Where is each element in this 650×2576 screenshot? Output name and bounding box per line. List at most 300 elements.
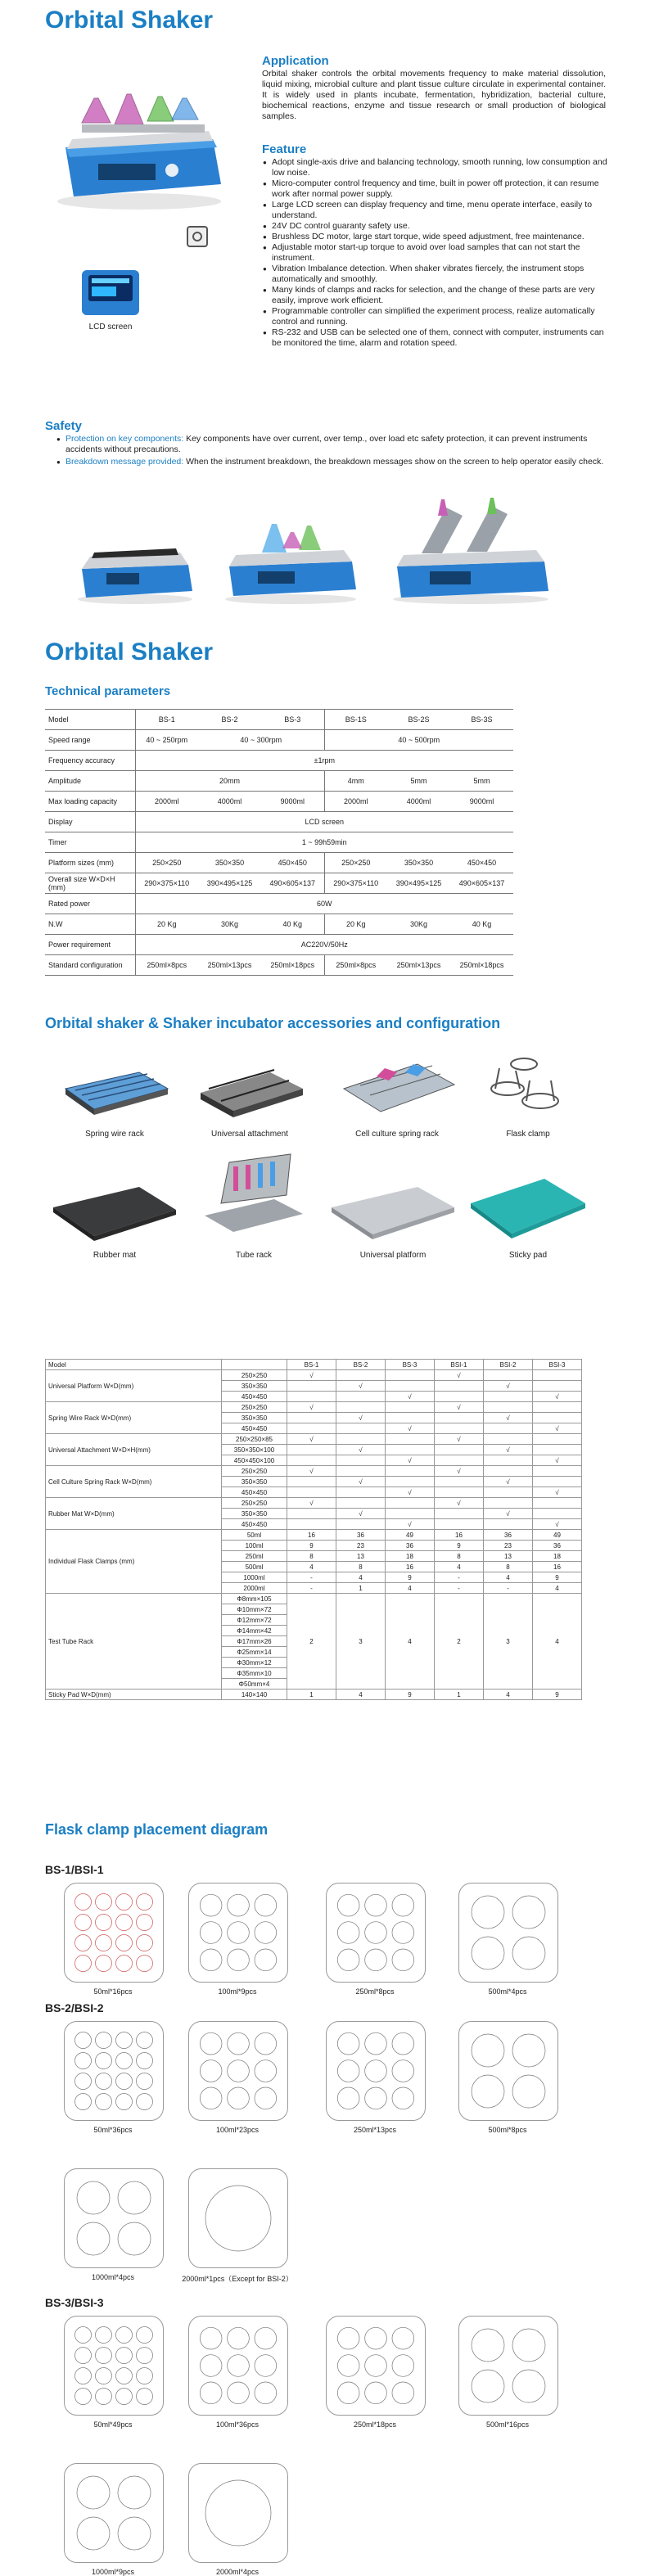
acc-cell [386,1413,435,1423]
rubber-mat-image [49,1171,180,1244]
acc-size: Φ14mm×42 [222,1626,287,1636]
acc-cell [287,1509,336,1519]
placement-card-label: 500ml*8pcs [488,2126,527,2134]
acc-size: 350×350 [222,1381,287,1392]
acc-cell [533,1413,582,1423]
placement-card-label: 100ml*23pcs [215,2126,260,2134]
acc-cell: 23 [336,1541,386,1551]
lcd-caption: LCD screen [88,323,133,332]
acc-cell: - [484,1583,533,1594]
acc-cell [484,1370,533,1381]
cell-culture-spring-rack-image [336,1048,458,1126]
acc-cell [533,1509,582,1519]
acc-cell [484,1423,533,1434]
acc-row [46,1498,582,1509]
acc-cell: √ [336,1477,386,1487]
acc-cell: 1 [287,1690,336,1700]
accessory-table [45,1359,582,1700]
acc-cell: √ [484,1381,533,1392]
flask-layout-diagram [459,2317,557,2415]
placement-card-label: 250ml*8pcs [355,1987,395,1996]
acc-cell [386,1477,435,1487]
accessory-caption: Rubber mat [93,1251,137,1260]
acc-cell: - [287,1583,336,1594]
universal-attachment-image [192,1052,307,1126]
spec-row: Amplitude 20mm 4mm 5mm 5mm [45,771,513,792]
placement-card-label: 500ml*16pcs [485,2420,530,2429]
acc-cell [435,1519,484,1530]
acc-row [46,1594,582,1604]
acc-cell [435,1392,484,1402]
acc-cell [386,1445,435,1455]
acc-cell: √ [435,1434,484,1445]
acc-cell: 4 [287,1562,336,1572]
acc-cell: √ [287,1498,336,1509]
placement-card [188,1883,288,1983]
acc-cell: 36 [484,1530,533,1541]
spec-row: Frequency accuracy ±1rpm [45,751,513,771]
acc-cell [533,1402,582,1413]
power-switch-icon [187,226,208,247]
acc-cell [287,1487,336,1498]
flask-layout-diagram [459,2022,557,2120]
placement-card [458,2316,558,2416]
acc-cell [533,1498,582,1509]
acc-cell: 4 [533,1583,582,1594]
acc-size: 350×350 [222,1413,287,1423]
accessory-caption: Cell culture spring rack [355,1130,439,1139]
placement-card [64,2316,164,2416]
acc-cell: 23 [484,1541,533,1551]
placement-card [458,2021,558,2121]
acc-cell [336,1498,386,1509]
accessory-caption: Sticky pad [508,1251,548,1260]
acc-size: 350×350×100 [222,1445,287,1455]
feature-item: ● Many kinds of clamps and racks for selection, and the change of these parts are very easily, improve work efficient. [272,285,616,306]
acc-row [46,1690,582,1700]
acc-cell [484,1498,533,1509]
feature-item: ● Adopt single-axis drive and balancing technology, smooth running, low consumption and low noise. [272,157,616,178]
safety-item: ● Breakdown message provided: When the instrument breakdown, the breakdown messages show on the screen to help operator easily check. [65,457,622,467]
flask-layout-diagram [459,1884,557,1982]
acc-cell [386,1466,435,1477]
acc-size: 500ml [222,1562,287,1572]
acc-size: Φ25mm×14 [222,1647,287,1658]
shaker-small-image [74,524,196,606]
spec-row: Standard configuration 250ml×8pcs 250ml×13pcs 250ml×18pcs 250ml×8pcs 250ml×13pcs 250ml×18pcs [45,955,513,976]
feature-item: ● Programmable controller can simplified the experiment process, realize automatically control and running. [272,306,616,327]
placement-card-label: 100ml*9pcs [218,1987,257,1996]
placement-card [188,2463,288,2563]
acc-cell: 4 [484,1690,533,1700]
safety-heading: Safety [45,419,83,433]
acc-cell [435,1455,484,1466]
acc-cell: √ [435,1498,484,1509]
flask-clamp-image [479,1040,569,1121]
acc-cell [336,1466,386,1477]
acc-cell [484,1392,533,1402]
feature-item: ● Micro-computer control frequency and time, built in power off protection, it can resume work after normal power supply. [272,178,616,200]
tube-rack-image [196,1150,311,1244]
acc-cell: √ [435,1466,484,1477]
acc-cell: √ [533,1519,582,1530]
placement-group-title: BS-2/BSI-2 [45,2001,104,2014]
acc-cell: 2 [435,1594,484,1690]
acc-size: 2000ml [222,1583,287,1594]
safety-item-label: Protection on key components: [65,434,184,444]
acc-cell: 9 [386,1690,435,1700]
acc-cell [386,1434,435,1445]
acc-cell: 9 [386,1572,435,1583]
acc-cell: 16 [386,1562,435,1572]
acc-size: 250ml [222,1551,287,1562]
acc-cell: 4 [435,1562,484,1572]
spec-row: Max loading capacity 2000ml 4000ml 9000ml 2000ml 4000ml 9000ml [45,792,513,812]
acc-size: 250×250 [222,1370,287,1381]
flask-layout-diagram [327,2022,425,2120]
placement-card [188,2021,288,2121]
safety-list [56,434,622,467]
spec-row: Overall size W×D×H (mm) 290×375×110 390×495×125 490×605×137 290×375×110 390×495×125 490×605×137 [45,873,513,894]
acc-cell: 2 [287,1594,336,1690]
acc-size: 140×140 [222,1690,287,1700]
flask-layout-diagram [189,2464,287,2562]
placement-card-label: 250ml*18pcs [353,2420,397,2429]
acc-cell [336,1392,386,1402]
placement-group-title: BS-1/BSI-1 [45,1863,104,1876]
acc-cell: 4 [336,1690,386,1700]
acc-row [46,1530,582,1541]
acc-cell: √ [287,1370,336,1381]
acc-row [46,1466,582,1477]
acc-size: 350×350 [222,1477,287,1487]
acc-cell: √ [336,1509,386,1519]
acc-cell: 8 [435,1551,484,1562]
accessory-caption: Universal attachment [211,1130,288,1139]
acc-size: 450×450 [222,1423,287,1434]
acc-group-name: Cell Culture Spring Rack W×D(mm) [46,1466,222,1498]
acc-cell: √ [336,1445,386,1455]
acc-cell [287,1455,336,1466]
acc-cell: 1 [336,1583,386,1594]
acc-cell [533,1466,582,1477]
acc-cell: √ [336,1381,386,1392]
acc-size: Φ12mm×72 [222,1615,287,1626]
acc-size: 250×250×85 [222,1434,287,1445]
acc-size: Φ17mm×26 [222,1636,287,1647]
acc-group-name: Test Tube Rack [46,1594,222,1690]
placement-card [326,1883,426,1983]
placement-card [64,2463,164,2563]
acc-group-name: Universal Platform W×D(mm) [46,1370,222,1402]
flask-layout-diagram [189,1884,287,1982]
spec-row: Model BS-1 BS-2 BS-3 BS-1S BS-2S BS-3S [45,710,513,730]
section-title: Orbital Shaker [45,638,214,665]
placement-group-title: BS-3/BSI-3 [45,2296,104,2309]
acc-cell [533,1445,582,1455]
spec-row: Display LCD screen [45,812,513,832]
acc-size: 450×450×100 [222,1455,287,1466]
safety-item-label: Breakdown message provided: [65,457,184,467]
feature-item: ● 24V DC control guaranty safety use. [272,221,616,232]
spec-row: Speed range 40 ~ 250rpm 40 ~ 300rpm 40 ~ 500rpm [45,730,513,751]
orbital-shaker-image [49,49,229,217]
feature-item: ● Vibration Imbalance detection. When shaker vibrates fiercely, the instrument stops automatically and smoothly. [272,264,616,285]
acc-cell [287,1477,336,1487]
acc-size: 450×450 [222,1487,287,1498]
application-heading: Application [262,54,329,68]
acc-cell: 4 [386,1583,435,1594]
acc-cell [336,1519,386,1530]
placement-card-label: 50ml*36pcs [93,2126,133,2134]
acc-cell: 3 [484,1594,533,1690]
acc-size: 450×450 [222,1392,287,1402]
accessory-caption: Tube rack [235,1251,273,1260]
placement-card [64,1883,164,1983]
acc-group-name: Rubber Mat W×D(mm) [46,1498,222,1530]
accessory-caption: Flask clamp [506,1130,550,1139]
acc-cell: 13 [484,1551,533,1562]
acc-cell: √ [287,1466,336,1477]
flask-layout-diagram [65,1884,163,1982]
spec-row: Platform sizes (mm) 250×250 350×350 450×450 250×250 350×350 450×450 [45,853,513,873]
acc-cell [484,1519,533,1530]
placement-card [64,2168,164,2268]
page-title: Orbital Shaker [45,7,214,34]
acc-size: Φ30mm×12 [222,1658,287,1668]
safety-item: ● Protection on key components: Key components have over current, over temp., over load etc safety protection, it can prevent instruments accidents without precautions. [65,434,622,455]
placement-card-label: 50ml*49pcs [93,2420,133,2429]
acc-size: Φ8mm×105 [222,1594,287,1604]
acc-cell [435,1413,484,1423]
acc-cell: 4 [484,1572,533,1583]
acc-cell: 4 [336,1572,386,1583]
acc-cell: 13 [336,1551,386,1562]
acc-cell: - [435,1572,484,1583]
acc-cell [336,1434,386,1445]
acc-size: 50ml [222,1530,287,1541]
acc-cell [287,1381,336,1392]
acc-cell: √ [484,1413,533,1423]
spec-row: N.W 20 Kg 30Kg 40 Kg 20 Kg 30Kg 40 Kg [45,914,513,935]
acc-cell: √ [435,1370,484,1381]
acc-cell: 4 [386,1594,435,1690]
acc-cell: √ [287,1434,336,1445]
acc-cell [336,1423,386,1434]
acc-cell: √ [435,1402,484,1413]
accessory-caption: Universal platform [359,1251,427,1260]
acc-group-name: Universal Attachment W×D×H(mm) [46,1434,222,1466]
acc-cell [386,1370,435,1381]
acc-cell [386,1381,435,1392]
acc-size: 250×250 [222,1498,287,1509]
acc-cell: 1 [435,1690,484,1700]
placement-card-label: 100ml*36pcs [215,2420,260,2429]
shaker-medium-image [221,508,360,606]
acc-cell [533,1434,582,1445]
acc-cell [287,1423,336,1434]
acc-cell [435,1445,484,1455]
feature-list [262,157,616,349]
acc-cell [484,1487,533,1498]
acc-cell: - [435,1583,484,1594]
acc-cell [386,1498,435,1509]
acc-cell [287,1445,336,1455]
acc-cell [386,1509,435,1519]
acc-cell [533,1370,582,1381]
acc-cell: √ [287,1402,336,1413]
acc-group-name: Spring Wire Rack W×D(mm) [46,1402,222,1434]
accessories-heading: Orbital shaker & Shaker incubator accessories and configuration [45,1015,501,1031]
acc-cell: 36 [533,1541,582,1551]
acc-cell: 16 [287,1530,336,1541]
placement-card-label: 2000ml*4pcs [215,2568,260,2576]
acc-cell: 49 [533,1530,582,1541]
acc-cell [533,1381,582,1392]
acc-cell [336,1487,386,1498]
acc-cell [336,1370,386,1381]
acc-cell: √ [484,1477,533,1487]
acc-size: 250×250 [222,1402,287,1413]
accessory-caption: Spring wire rack [85,1130,144,1139]
acc-size: 1000ml [222,1572,287,1583]
acc-cell: √ [533,1487,582,1498]
acc-cell [484,1455,533,1466]
flask-layout-diagram [189,2022,287,2120]
acc-cell [435,1509,484,1519]
placement-card-label: 2000ml*1pcs（Except for BSI-2） [182,2275,293,2283]
acc-cell: 8 [336,1562,386,1572]
flask-layout-diagram [65,2022,163,2120]
acc-cell: √ [386,1455,435,1466]
flask-layout-diagram [65,2464,163,2562]
acc-cell [386,1402,435,1413]
acc-cell: 36 [386,1541,435,1551]
spec-row: Timer 1 ~ 99h59min [45,832,513,853]
acc-cell: √ [484,1445,533,1455]
acc-cell: √ [336,1413,386,1423]
feature-item: ● Brushless DC motor, large start torque, wide speed adjustment, free maintenance. [272,232,616,242]
acc-size: 100ml [222,1541,287,1551]
placement-card [188,2168,288,2268]
acc-cell [287,1413,336,1423]
spec-row: Power requirement AC220V/50Hz [45,935,513,955]
flask-layout-diagram [327,2317,425,2415]
acc-cell: √ [533,1423,582,1434]
acc-cell: 18 [533,1551,582,1562]
spring-wire-rack-image [57,1056,172,1121]
spec-table [45,709,513,976]
placement-card-label: 1000ml*9pcs [91,2568,135,2576]
placement-card-label: 50ml*16pcs [93,1987,133,1996]
spec-row: Rated power 60W [45,894,513,914]
acc-cell: 36 [336,1530,386,1541]
acc-cell [484,1466,533,1477]
acc-group-name: Sticky Pad W×D(mm) [46,1690,222,1700]
acc-cell: 16 [533,1562,582,1572]
flask-layout-diagram [189,2169,287,2267]
acc-cell [435,1487,484,1498]
acc-cell [435,1423,484,1434]
acc-cell [336,1455,386,1466]
feature-heading: Feature [262,142,307,156]
placement-card-label: 1000ml*4pcs [91,2273,135,2281]
acc-cell [287,1392,336,1402]
acc-cell [435,1477,484,1487]
acc-cell: 4 [533,1594,582,1690]
acc-cell: 9 [435,1541,484,1551]
feature-item: ● Adjustable motor start-up torque to avoid over load samples that can not start the instrument. [272,242,616,264]
acc-size: Φ10mm×72 [222,1604,287,1615]
placement-card [326,2316,426,2416]
feature-item: ● Large LCD screen can display frequency and time, menu operate interface, easily to understand. [272,200,616,221]
universal-platform-image [327,1171,458,1244]
acc-cell: 16 [435,1530,484,1541]
feature-item: ● RS-232 and USB can be selected one of them, connect with computer, instruments can be monitored the time, alarm and rotation speed. [272,327,616,349]
acc-group-name: Individual Flask Clamps (mm) [46,1530,222,1594]
acc-cell [484,1434,533,1445]
acc-cell [484,1402,533,1413]
acc-cell: 3 [336,1594,386,1690]
lcd-screen-image [82,270,139,315]
tech-params-heading: Technical parameters [45,684,171,698]
placement-card [458,1883,558,1983]
acc-cell [435,1381,484,1392]
acc-header-row: Model BS-1 BS-2 BS-3 BSI-1 BSI-2 BSI-3 [46,1360,582,1370]
acc-cell [533,1477,582,1487]
acc-cell: 8 [287,1551,336,1562]
acc-row [46,1434,582,1445]
acc-row [46,1370,582,1381]
flask-layout-diagram [65,2317,163,2415]
acc-size: 450×450 [222,1519,287,1530]
application-text: Orbital shaker controls the orbital movements frequency to make material dissolution, liquid mixing, microbial culture and plant tissue culture circulate in experimental container. It is widely used in plants incubate, fermentation, hybridization, bacterial culture, biochemical reactions, enzyme and tissue research or small production of biological samples. [262,69,606,121]
acc-cell: 49 [386,1530,435,1541]
acc-cell: √ [386,1519,435,1530]
acc-size: 350×350 [222,1509,287,1519]
placement-card [326,2021,426,2121]
flask-layout-diagram [65,2169,163,2267]
acc-cell: √ [533,1392,582,1402]
acc-size: 250×250 [222,1466,287,1477]
acc-cell: 8 [484,1562,533,1572]
placement-card [64,2021,164,2121]
acc-cell: √ [386,1423,435,1434]
acc-size: Φ50mm×4 [222,1679,287,1690]
acc-size: Φ35mm×10 [222,1668,287,1679]
placement-heading: Flask clamp placement diagram [45,1821,269,1838]
acc-cell: √ [484,1509,533,1519]
acc-cell: √ [386,1487,435,1498]
acc-cell: 9 [533,1690,582,1700]
shaker-large-image [389,491,553,606]
acc-cell: - [287,1572,336,1583]
acc-cell: √ [386,1392,435,1402]
acc-cell: √ [533,1455,582,1466]
acc-cell: 18 [386,1551,435,1562]
acc-row [46,1402,582,1413]
acc-cell: 9 [533,1572,582,1583]
placement-card-label: 500ml*4pcs [488,1987,527,1996]
acc-cell [336,1402,386,1413]
sticky-pad-image [467,1166,589,1244]
flask-layout-diagram [189,2317,287,2415]
acc-cell [287,1519,336,1530]
placement-card-label: 250ml*13pcs [353,2126,397,2134]
acc-cell: 9 [287,1541,336,1551]
flask-layout-diagram [327,1884,425,1982]
placement-card [188,2316,288,2416]
